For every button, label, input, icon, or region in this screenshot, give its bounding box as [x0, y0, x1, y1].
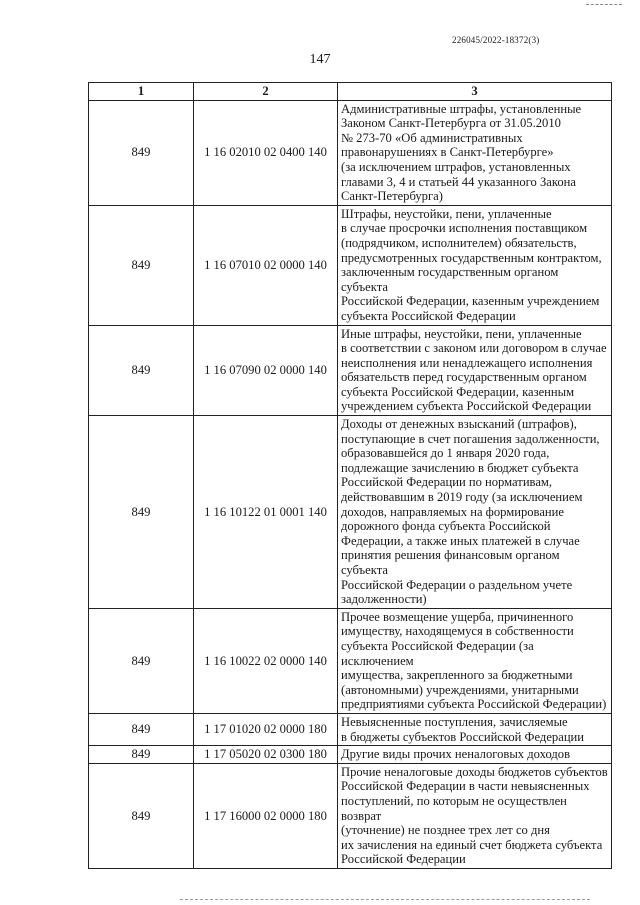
description-cell [338, 416, 612, 609]
budget-code-cell: 1 16 07010 02 0000 140 [194, 205, 338, 325]
table-row [89, 608, 612, 713]
description-cell [338, 100, 612, 205]
scan-edge-line [180, 899, 590, 901]
table-header-row [89, 83, 612, 101]
column-header-1: 1 [89, 83, 194, 101]
admin-code-cell: 849 [89, 713, 194, 745]
page-number: 147 [309, 52, 331, 67]
description-text: Прочее возмещение ущерба, причиненного имуществу, находящемуся в собственности субъекта Российской Федерации (за исключением имущества, закрепленного за бюджетными (автономными) учреждениями, унитарными предприятиями субъекта Российской Федерации) [341, 609, 607, 712]
description-cell [338, 608, 612, 713]
admin-code-cell: 849 [89, 325, 194, 416]
description-text: Административные штрафы, установленные Законом Санкт-Петербурга от 31.05.2010 № 273-70 «Об административных правонарушениях в Санкт-Петербурге» (за исключением штрафов, установленных главами 3, 4 и статьей 44 указанного Закона Санкт-Петербурга) [341, 101, 582, 204]
column-header-2: 2 [194, 83, 338, 101]
budget-codes-table [88, 82, 612, 869]
budget-code-cell: 1 17 05020 02 0300 180 [194, 746, 338, 764]
table-row [89, 205, 612, 325]
admin-code-cell: 849 [89, 763, 194, 868]
admin-code-cell: 849 [89, 608, 194, 713]
description-text: Невыясненные поступления, зачисляемые в бюджеты субъектов Российской Федерации [341, 714, 585, 744]
table-row [89, 746, 612, 764]
scan-edge-line [586, 4, 622, 6]
description-text: Доходы от денежных взысканий (штрафов), поступающие в счет погашения задолженности, образовавшейся до 1 января 2020 года, подлежащие зачислению в бюджет субъекта Российской Федерации по нормативам, действовавшим в 2019 году (за исключением доходов, направляемых на формирование дорожного фонда субъекта Российской Федерации, а также иных платежей в случае принятия решения финансовым органом субъекта Российской Федерации о раздельном учете задолженности) [341, 417, 600, 607]
table-row [89, 416, 612, 609]
description-cell [338, 713, 612, 745]
admin-code-cell: 849 [89, 416, 194, 609]
description-cell [338, 325, 612, 416]
table-row [89, 713, 612, 745]
table-row [89, 763, 612, 868]
budget-code-cell: 1 16 07090 02 0000 140 [194, 325, 338, 416]
admin-code-cell: 849 [89, 100, 194, 205]
budget-code-cell: 1 16 10122 01 0001 140 [194, 416, 338, 609]
budget-code-cell: 1 16 10022 02 0000 140 [194, 608, 338, 713]
document-number: 226045/2022-18372(3) [452, 35, 540, 45]
table-row [89, 325, 612, 416]
budget-code-cell: 1 17 01020 02 0000 180 [194, 713, 338, 745]
admin-code-cell: 849 [89, 746, 194, 764]
description-text: Иные штрафы, неустойки, пени, уплаченные в соответствии с законом или договором в случае неисполнения или ненадлежащего исполнения обязательств перед государственным органом субъекта Российской Федерации, казенным учреждением субъекта Российской Федерации [341, 326, 607, 414]
description-text: Другие виды прочих неналоговых доходов [341, 747, 571, 762]
description-cell [338, 205, 612, 325]
table-row [89, 100, 612, 205]
description-text: Штрафы, неустойки, пени, уплаченные в случае просрочки исполнения поставщиком (подрядчиком, исполнителем) обязательств, предусмотренных государственным контрактом, заключенным государственным органом субъекта Российской Федерации, казенным учреждением субъекта Российской Федерации [341, 206, 602, 323]
description-cell [338, 763, 612, 868]
admin-code-cell: 849 [89, 205, 194, 325]
description-cell [338, 746, 612, 764]
budget-code-cell: 1 16 02010 02 0400 140 [194, 100, 338, 205]
budget-code-cell: 1 17 16000 02 0000 180 [194, 763, 338, 868]
column-header-3: 3 [338, 83, 612, 101]
description-text: Прочие неналоговые доходы бюджетов субъектов Российской Федерации в части невыясненных поступлений, по которым не осуществлен возврат (уточнение) не позднее трех лет со дня их зачисления на единый счет бюджета субъекта Российской Федерации [341, 764, 608, 867]
